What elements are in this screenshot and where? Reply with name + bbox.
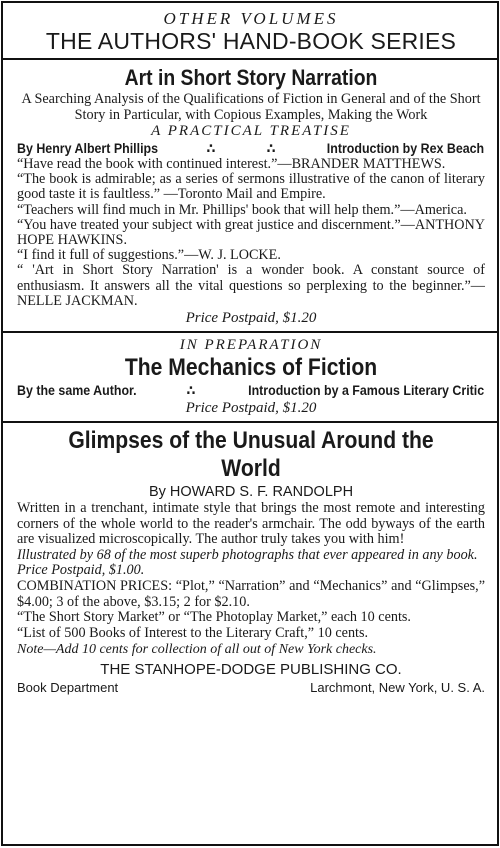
book2-title: The Mechanics of Fiction bbox=[124, 354, 378, 382]
quote: “You have treated your subject with great justice and discernment.”—ANTHONY HOPE HAWKINS. bbox=[17, 216, 485, 249]
book-art-in-short-story bbox=[17, 64, 485, 327]
quote: “Teachers will find much in Mr. Phillips' book that will help them.”—America. bbox=[17, 201, 467, 218]
book2-kicker: IN PREPARATION bbox=[179, 337, 323, 354]
book1-quotes bbox=[17, 157, 485, 309]
book2-intro: Introduction by a Famous Literary Critic bbox=[248, 383, 485, 399]
separator-icon: ∴ bbox=[266, 141, 279, 156]
quote: “Have read the book with continued interest.”—BRANDER MATTHEWS. bbox=[17, 156, 446, 172]
book2-price: Price Postpaid, $1.20 bbox=[185, 400, 317, 417]
series-title: THE AUTHORS' HAND-BOOK SERIES bbox=[45, 28, 457, 54]
quote: “The book is admirable; as a series of sermons illustrative of the canon of literary good taste it is faultless.” —Toronto Mail and Empire. bbox=[17, 171, 485, 203]
book-mechanics-of-fiction bbox=[17, 337, 485, 417]
combination-prices: COMBINATION PRICES: “Plot,” “Narration” and “Mechanics” and “Glimpses,” $4.00; 3 of the above, $3.15; 2 for $2.10. bbox=[17, 578, 485, 610]
checks-note: Note—Add 10 cents for collection of all out of New York checks. bbox=[17, 642, 377, 658]
separator-icon: ∴ bbox=[186, 383, 199, 399]
separator-icon: ∴ bbox=[206, 141, 219, 156]
book3-author: By HOWARD S. F. RANDOLPH bbox=[148, 484, 354, 501]
list-offer: “List of 500 Books of Interest to the Literary Craft,” 10 cents. bbox=[17, 624, 369, 641]
book1-subtitle: A PRACTICAL TREATISE bbox=[151, 123, 351, 139]
book-glimpses bbox=[17, 427, 485, 659]
book3-description: Written in a trenchant, intimate style that brings the most remote and interesting corners of the whole world to the reader's armchair. The odd byways of the earth are visualized microscopically. The author truly takes you with him! bbox=[17, 500, 485, 548]
book1-intro: Introduction by Rex Beach bbox=[326, 141, 485, 156]
book3-illustrated: Illustrated by 68 of the most superb photographs that ever appeared in any book. Price Postpaid, $1.00. bbox=[17, 546, 478, 579]
divider bbox=[3, 58, 497, 60]
book1-price: Price Postpaid, $1.20 bbox=[185, 310, 317, 327]
book-department: Book Department bbox=[17, 680, 119, 696]
book2-byline bbox=[17, 382, 484, 399]
quote: “ 'Art in Short Story Narration' is a wonder book. A constant source of enthusiasm. It answers all the vital questions so perplexing to the beginner.”—NELLE JACKMAN. bbox=[17, 262, 485, 309]
publisher-footer bbox=[17, 679, 485, 696]
publisher-address: Larchmont, New York, U. S. A. bbox=[310, 680, 485, 696]
divider bbox=[3, 331, 497, 333]
book3-title: Glimpses of the Unusual Around the World bbox=[68, 427, 434, 483]
quote: “I find it full of suggestions.”—W. J. LOCKE. bbox=[17, 247, 281, 264]
book2-author: By the same Author. bbox=[17, 383, 137, 399]
advertisement-page bbox=[1, 1, 499, 846]
header-kicker: OTHER VOLUMES bbox=[163, 9, 339, 28]
divider bbox=[3, 421, 497, 423]
book1-author: By Henry Albert Phillips bbox=[17, 141, 159, 156]
book1-title: Art in Short Story Narration bbox=[124, 65, 378, 90]
publisher-name: THE STANHOPE-DODGE PUBLISHING CO. bbox=[100, 661, 402, 679]
market-offer: “The Short Story Market” or “The Photoplay Market,” each 10 cents. bbox=[17, 609, 411, 626]
book1-byline bbox=[17, 140, 484, 157]
book1-description: A Searching Analysis of the Qualifications of Fiction in General and of the Short Story in Particular, with Copious Examples, Making the Work bbox=[21, 91, 481, 123]
